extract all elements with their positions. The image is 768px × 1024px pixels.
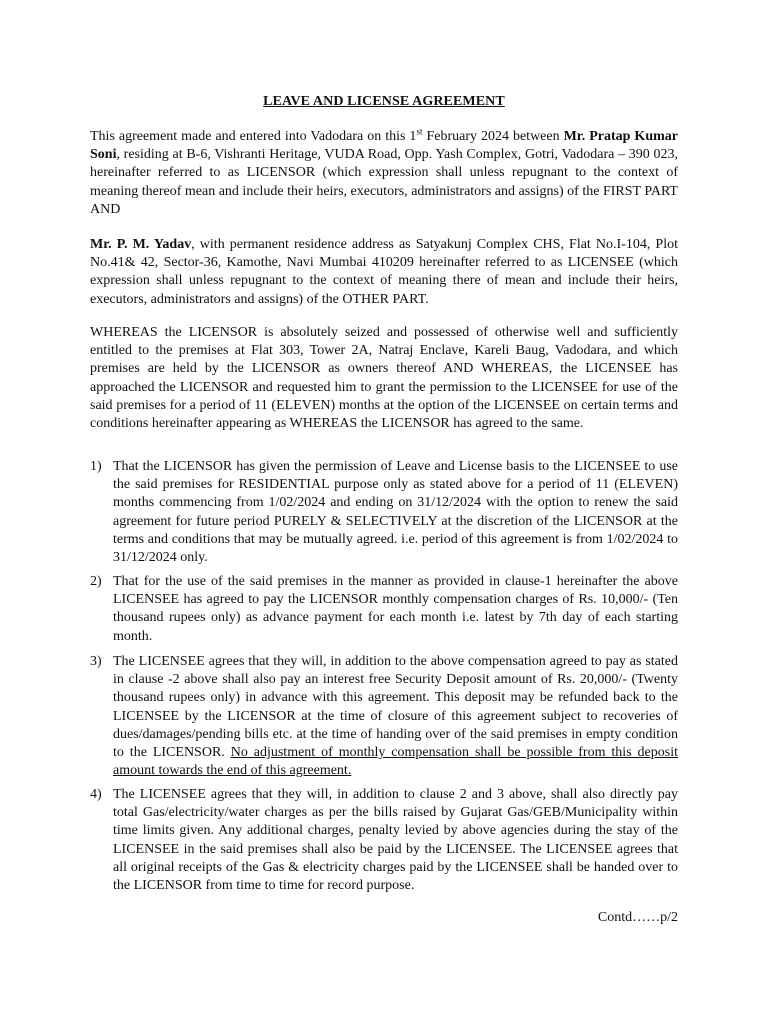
clause-number: 3) — [90, 654, 102, 669]
clause-number: 2) — [90, 574, 102, 589]
whereas-paragraph: WHEREAS the LICENSOR is absolutely seized and possessed of otherwise well and sufficiently entitled to the premises at Flat 303, Tower 2A, Natraj Enclave, Kareli Baug, Vadodara, and which premises are held by the LICENSOR as owners thereof AND WHEREAS, the LICENSEE has approached the LICENSOR and requested him to grant the permission to the LICENSEE for use of the said premises for a period of 11 (ELEVEN) months at the option of the LICENSEE on certain terms and conditions hereinafter appearing as WHEREAS the LICENSOR has agreed to the same. — [90, 325, 678, 432]
clause-text: The LICENSEE agrees that they will, in addition to the above compensation agreed to pay as stated in clause -2 above shall also pay an interest free Security Deposit amount of Rs. 20,000/- (Twenty thousand rupees only) in advance with this agreement. This deposit may be refunded back to the LICENSEE by the LICENSOR at the time of closure of this agreement subject to recoveries of dues/damages/pending bills etc. at the time of handing over of the said premises in empty condition to the LICENSOR. — [113, 654, 678, 761]
intro-paragraph — [90, 128, 678, 219]
licensor-name: Mr. Pratap Kumar Soni — [90, 129, 678, 163]
clause-number: 1) — [90, 459, 102, 474]
clause-number: 4) — [90, 787, 102, 802]
clause-underlined-text: No adjustment of monthly compensation shall be possible from this deposit amount towards the end of this agreement. — [113, 745, 678, 779]
date-superscript: st — [416, 126, 423, 137]
intro-text-3: , residing at B-6, Vishranti Heritage, VUDA Road, Opp. Yash Complex, Gotri, Vadodara – 390 023, hereinafter referred to as LICENSOR (which expression shall unless repugnant to the context of meaning thereof mean and include their heirs, executors, administrators and assigns) of the FIRST PART AND — [90, 147, 678, 217]
clause-item — [90, 458, 678, 567]
intro-text-1: This agreement made and entered into Vadodara on this 1 — [90, 129, 417, 144]
licensee-text: , with permanent residence address as Satyakunj Complex CHS, Flat No.I-104, Plot No.41& 42, Sector-36, Kamothe, Navi Mumbai 410209 hereinafter referred to as LICENSEE (which expression shall unless repugnant to the context of meaning there of mean and include their heirs, executors, administrators and assigns) of the OTHER PART. — [90, 237, 678, 307]
clause-text-wrapper — [113, 653, 678, 780]
clause-item — [90, 653, 678, 780]
licensee-paragraph — [90, 236, 678, 309]
clause-item — [90, 786, 678, 895]
clause-item — [90, 573, 678, 646]
clause-text: That for the use of the said premises in the manner as provided in clause-1 hereinafter the above LICENSEE has agreed to pay the LICENSOR monthly compensation charges of Rs. 10,000/- (Ten thousand rupees only) as advance payment for each month i.e. latest by 7th day of each starting month. — [113, 574, 678, 644]
licensee-name: Mr. P. M. Yadav — [90, 237, 192, 252]
clause-text: That the LICENSOR has given the permission of Leave and License basis to the LICENSEE to use the said premises for RESIDENTIAL purpose only as stated above for a period of 11 (ELEVEN) months commencing from 1/02/2024 and ending on 31/12/2024 with the option to renew the said agreement for future period PURELY & SELECTIVELY at the discretion of the LICENSOR at the terms and conditions that may be mutually agreed. i.e. period of this agreement is from 1/02/2024 to 31/12/2024 only. — [113, 459, 678, 566]
intro-text-2: February 2024 between — [422, 129, 564, 144]
clause-text: The LICENSEE agrees that they will, in addition to clause 2 and 3 above, shall also directly pay total Gas/electricity/water charges as per the bills raised by Gujarat Gas/GEB/Municipality within time limits given. Any additional charges, penalty levied by above agencies during the stay of the LICENSEE in the said premises shall also be paid by the LICENSEE. The LICENSEE agrees that all original receipts of the Gas & electricity charges paid by the LICENSEE shall be handed over to the LICENSOR from time to time for record purpose. — [113, 787, 678, 894]
continued-marker: Contd……p/2 — [597, 910, 678, 925]
document-title: LEAVE AND LICENSE AGREEMENT — [263, 94, 505, 109]
